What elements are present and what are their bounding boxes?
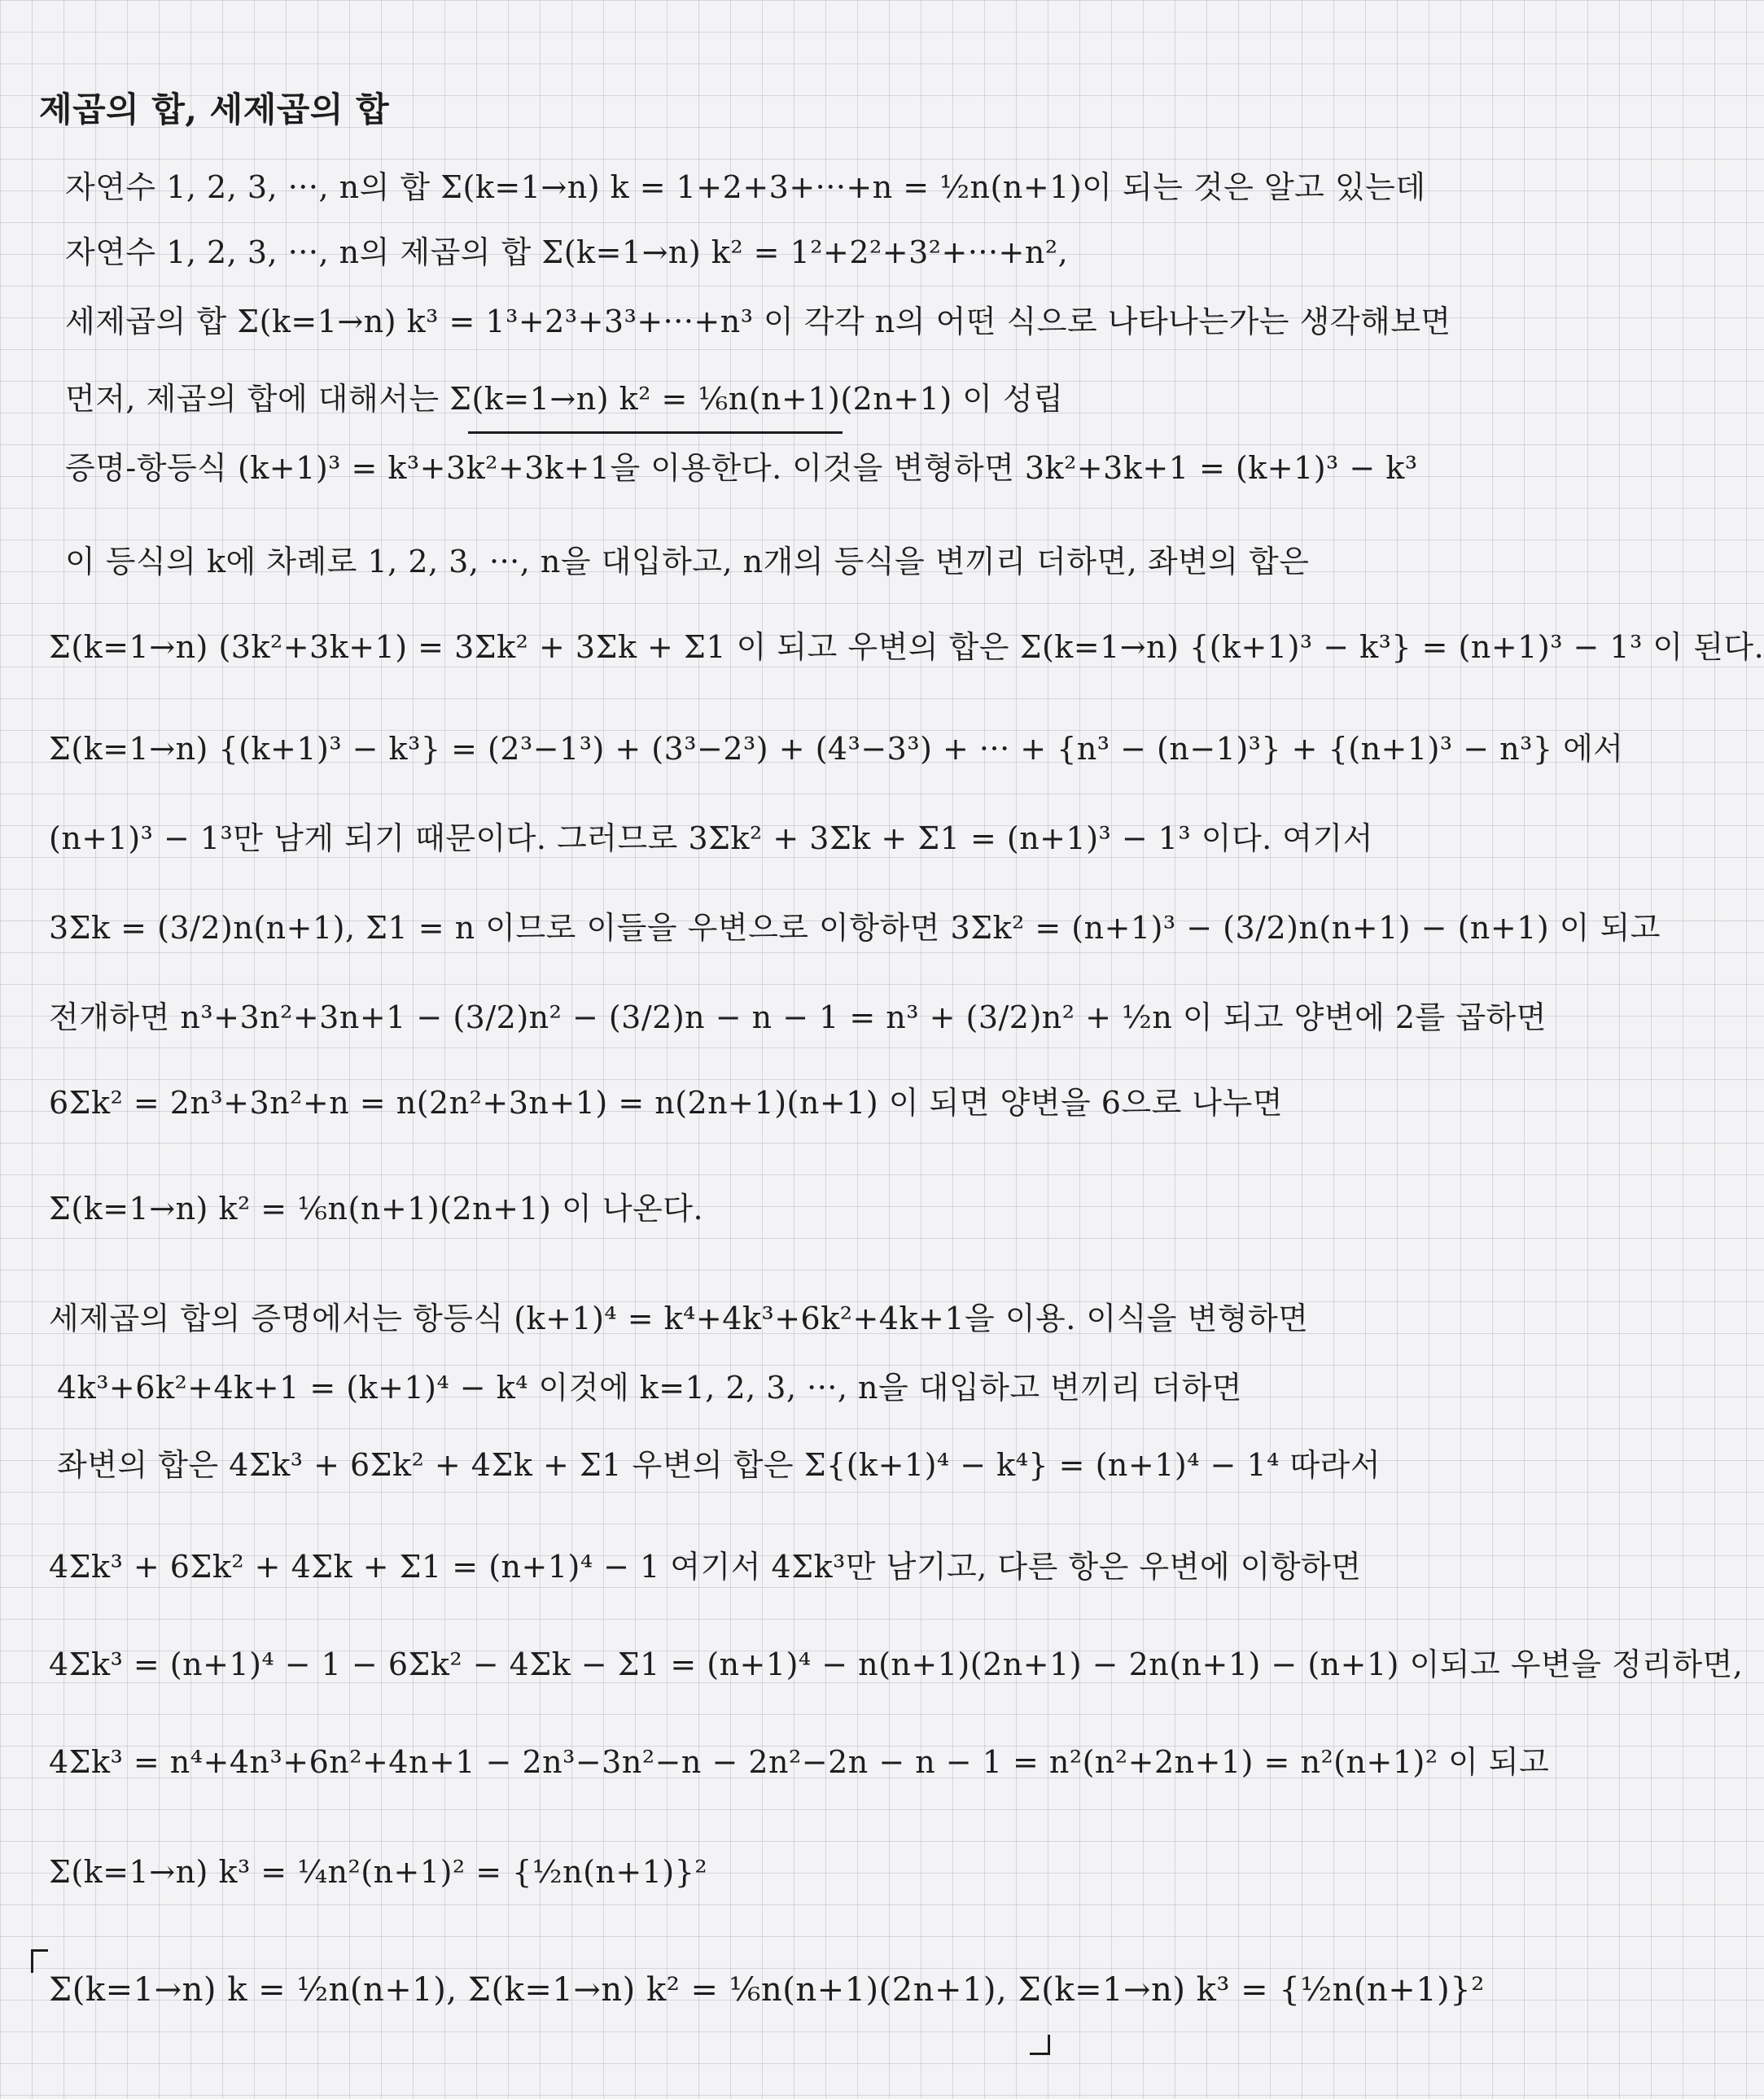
text-line-18: 4Σk³ = (n+1)⁴ − 1 − 6Σk² − 4Σk − Σ1 = (n+1)⁴ − n(n+1)(2n+1) − 2n(n+1) − (n+1) 이되고 우변을 정리하면,: [49, 1646, 1744, 1682]
text-line-9: (n+1)³ − 1³만 남게 되기 때문이다. 그러므로 3Σk² + 3Σk + Σ1 = (n+1)³ − 1³ 이다. 여기서: [49, 820, 1373, 856]
text-line-12: 6Σk² = 2n³+3n²+n = n(2n²+3n+1) = n(2n+1)(n+1) 이 되면 양변을 6으로 나누면: [49, 1085, 1284, 1121]
text-line-19: 4Σk³ = n⁴+4n³+6n²+4n+1 − 2n³−3n²−n − 2n²−2n − n − 1 = n²(n²+2n+1) = n²(n+1)² 이 되고: [49, 1744, 1550, 1780]
summary-bracket-close: [1030, 2035, 1050, 2055]
text-line-7: Σ(k=1→n) (3k²+3k+1) = 3Σk² + 3Σk + Σ1 이 되고 우변의 합은 Σ(k=1→n) {(k+1)³ − k³} = (n+1)³ − 1³ 이 된다.: [49, 629, 1764, 665]
text-line-15: 4k³+6k²+4k+1 = (k+1)⁴ − k⁴ 이것에 k=1, 2, 3, ···, n을 대입하고 변끼리 더하면: [57, 1370, 1243, 1406]
text-line-14: 세제곱의 합의 증명에서는 항등식 (k+1)⁴ = k⁴+4k³+6k²+4k+1을 이용. 이식을 변형하면: [49, 1301, 1309, 1336]
text-line-6: 이 등식의 k에 차례로 1, 2, 3, ···, n을 대입하고, n개의 등식을 변끼리 더하면, 좌변의 합은: [65, 544, 1310, 579]
text-line-20: Σ(k=1→n) k³ = ¼n²(n+1)² = {½n(n+1)}²: [49, 1854, 708, 1890]
text-line-11: 전개하면 n³+3n²+3n+1 − (3/2)n² − (3/2)n − n − 1 = n³ + (3/2)n² + ½n 이 되고 양변에 2를 곱하면: [49, 999, 1547, 1035]
formula-underline: [468, 431, 843, 434]
summary-formulas: Σ(k=1→n) k = ½n(n+1), Σ(k=1→n) k² = ⅙n(n+1)(2n+1), Σ(k=1→n) k³ = {½n(n+1)}²: [49, 1971, 1485, 2009]
text-line-17: 4Σk³ + 6Σk² + 4Σk + Σ1 = (n+1)⁴ − 1 여기서 4Σk³만 남기고, 다른 항은 우변에 이항하면: [49, 1549, 1362, 1585]
text-line-1: 자연수 1, 2, 3, ···, n의 합 Σ(k=1→n) k = 1+2+3+···+n = ½n(n+1)이 되는 것은 알고 있는데: [65, 169, 1426, 205]
text-line-16: 좌변의 합은 4Σk³ + 6Σk² + 4Σk + Σ1 우변의 합은 Σ{(k+1)⁴ − k⁴} = (n+1)⁴ − 1⁴ 따라서: [57, 1447, 1381, 1483]
text-line-4: 먼저, 제곱의 합에 대해서는 Σ(k=1→n) k² = ⅙n(n+1)(2n+1) 이 성립: [65, 381, 1064, 417]
text-line-5: 증명-항등식 (k+1)³ = k³+3k²+3k+1을 이용한다. 이것을 변형하면 3k²+3k+1 = (k+1)³ − k³: [65, 450, 1418, 486]
page-title: 제곱의 합, 세제곱의 합: [39, 90, 390, 129]
summary-bracket-open: [31, 1949, 48, 1973]
text-line-2: 자연수 1, 2, 3, ···, n의 제곱의 합 Σ(k=1→n) k² = 1²+2²+3²+···+n²,: [65, 234, 1069, 270]
text-line-13: Σ(k=1→n) k² = ⅙n(n+1)(2n+1) 이 나온다.: [49, 1191, 704, 1227]
text-line-8: Σ(k=1→n) {(k+1)³ − k³} = (2³−1³) + (3³−2³) + (4³−3³) + ··· + {n³ − (n−1)³} + {(n+1)³ − n³} 에서: [49, 731, 1624, 767]
text-line-10: 3Σk = (3/2)n(n+1), Σ1 = n 이므로 이들을 우변으로 이항하면 3Σk² = (n+1)³ − (3/2)n(n+1) − (n+1) 이 되고: [49, 910, 1661, 946]
text-line-3: 세제곱의 합 Σ(k=1→n) k³ = 1³+2³+3³+···+n³ 이 각각 n의 어떤 식으로 나타나는가는 생각해보면: [65, 304, 1451, 339]
